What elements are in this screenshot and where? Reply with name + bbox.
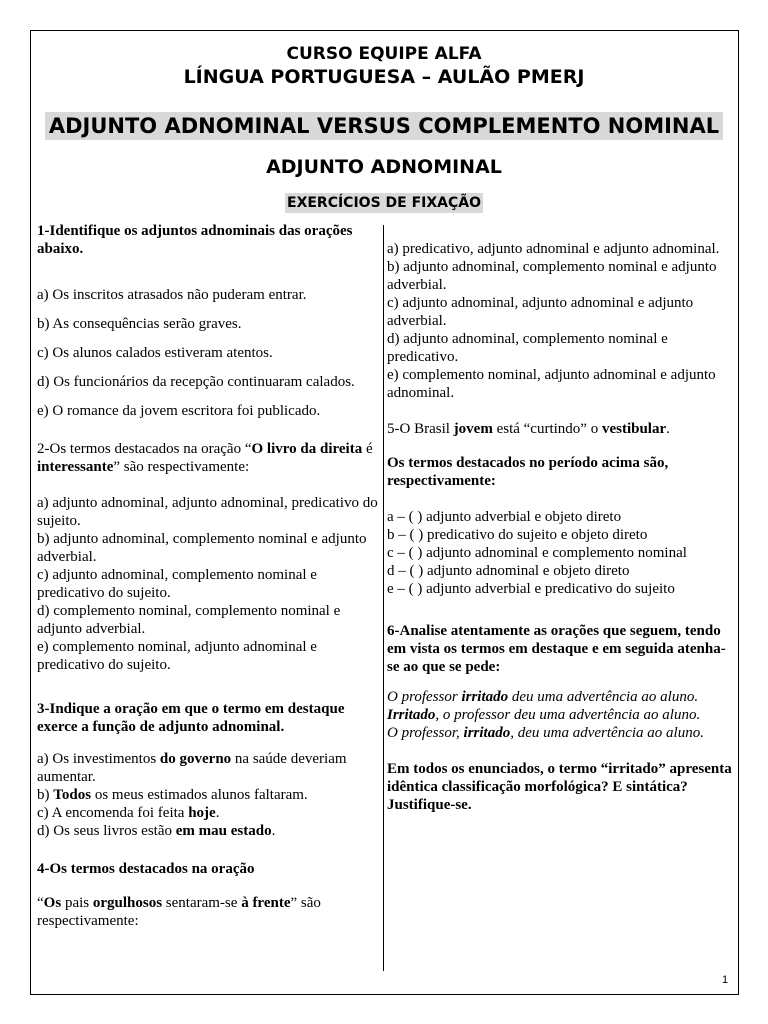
- q1-item-a: a) Os inscritos atrasados não puderam entrar.: [37, 287, 307, 303]
- q6-line-1: [387, 688, 735, 706]
- q5-text-1: 5-O Brasil: [387, 421, 454, 437]
- q4-option-d: d) adjunto adnominal, complemento nominal e predicativo.: [387, 331, 668, 365]
- q5-option-a: a – ( ) adjunto adverbial e objeto direto: [387, 509, 622, 525]
- subtitle: ADJUNTO ADNOMINAL: [266, 156, 502, 178]
- q3-option-a: [37, 750, 381, 786]
- q3-option-c: [37, 804, 381, 822]
- page-title: ADJUNTO ADNOMINAL VERSUS COMPLEMENTO NOMINAL: [45, 112, 723, 140]
- q3-d-term: em mau estado: [175, 823, 272, 839]
- q2-term-2: da direita: [300, 441, 363, 457]
- q6-l1-text: O professor: [387, 689, 462, 705]
- q3-a-text: a) Os investimentos: [37, 751, 160, 767]
- q6-l1-text-end: deu uma advertência ao aluno.: [508, 689, 699, 705]
- q6-l1-term: irritado: [461, 689, 509, 705]
- q1-item-c: c) Os alunos calados estiveram atentos.: [37, 345, 273, 361]
- q2-text-1: 2-Os termos destacados na oração “: [37, 441, 252, 457]
- q4-sentence: [37, 894, 381, 930]
- q5-prompt: Os termos destacados no período acima são, respectivamente:: [387, 455, 669, 489]
- q5-text-2: está “curtindo” o: [492, 421, 602, 437]
- page-number: 1: [722, 974, 729, 986]
- q5-text-3: .: [666, 421, 670, 437]
- q4-term-2: orgulhosos: [92, 895, 163, 911]
- q4-option-e: e) complemento nominal, adjunto adnominal e adjunto adnominal.: [387, 367, 716, 401]
- q3-b-text: b): [37, 787, 54, 803]
- section-wrap: [0, 192, 768, 213]
- q3-b-text-end: os meus estimados alunos faltaram.: [91, 787, 308, 803]
- q4-quote-open: “: [37, 895, 44, 911]
- q2-option-a: a) adjunto adnominal, adjunto adnominal, predicativo do sujeito.: [37, 495, 378, 529]
- q2-option-c: c) adjunto adnominal, complemento nominal e predicativo do sujeito.: [37, 567, 317, 601]
- course-subject: LÍNGUA PORTUGUESA – AULÃO PMERJ: [183, 66, 585, 88]
- course-name: CURSO EQUIPE ALFA: [286, 44, 482, 64]
- q1-item-b: b) As consequências serão graves.: [37, 316, 242, 332]
- q5-term-2: vestibular: [601, 421, 667, 437]
- q3-option-b: [37, 786, 381, 804]
- q3-b-term: Todos: [53, 787, 92, 803]
- q4-option-c: c) adjunto adnominal, adjunto adnominal e adjunto adverbial.: [387, 295, 694, 329]
- q6-line-3: [387, 724, 735, 742]
- q6-l3-term: irritado: [463, 725, 511, 741]
- q6-line-2: [387, 706, 735, 724]
- q3-d-text-end: .: [271, 823, 276, 839]
- q3-a-text-end: na saúde deveriam aumentar.: [37, 751, 347, 785]
- q2-option-b: b) adjunto adnominal, complemento nominal e adjunto adverbial.: [37, 531, 367, 565]
- q2-prompt: [37, 440, 381, 476]
- q5-option-e: e – ( ) adjunto adverbial e predicativo do sujeito: [387, 581, 675, 597]
- q3-a-term: do governo: [159, 751, 232, 767]
- q5-option-d: d – ( ) adjunto adnominal e objeto direto: [387, 563, 630, 579]
- q6-l3-text-end: , deu uma advertência ao aluno.: [510, 725, 704, 741]
- q3-option-d: [37, 822, 381, 840]
- title-wrap: [0, 112, 768, 140]
- q3-c-term: hoje: [188, 805, 216, 821]
- q1-prompt: 1-Identifique os adjuntos adnominais das orações abaixo.: [37, 223, 353, 257]
- q3-c-text: c) A encomenda foi feita: [37, 805, 189, 821]
- q1-item-e: e) O romance da jovem escritora foi publicado.: [37, 403, 321, 419]
- q1-item-d: d) Os funcionários da recepção continuaram calados.: [37, 374, 355, 390]
- q6-l2-term: Irritado: [387, 707, 436, 723]
- q3-d-text: d) Os seus livros estão: [37, 823, 176, 839]
- left-column: [37, 222, 381, 930]
- q4-term-3: à frente: [241, 895, 291, 911]
- q4-text-1: pais: [61, 895, 93, 911]
- q4-text-3: ” são respectivamente:: [37, 895, 321, 929]
- q5-sentence: [387, 420, 735, 438]
- q2-text-3: é: [362, 441, 373, 457]
- section-heading: EXERCÍCIOS DE FIXAÇÃO: [287, 195, 481, 211]
- q5-option-c: c – ( ) adjunto adnominal e complemento nominal: [387, 545, 687, 561]
- q4-option-a: a) predicativo, adjunto adnominal e adjunto adnominal.: [387, 241, 720, 257]
- q4-option-b: b) adjunto adnominal, complemento nominal e adjunto adverbial.: [387, 259, 717, 293]
- column-divider: [383, 225, 384, 971]
- q6-l3-text: O professor,: [387, 725, 464, 741]
- q3-prompt: 3-Indique a oração em que o termo em destaque exerce a função de adjunto adnominal.: [37, 701, 345, 735]
- q5-option-b: b – ( ) predicativo do sujeito e objeto direto: [387, 527, 648, 543]
- q2-term-1: O livro: [251, 441, 297, 457]
- q2-option-d: d) complemento nominal, complemento nominal e adjunto adverbial.: [37, 603, 341, 637]
- q2-text-4: ” são respectivamente:: [113, 459, 250, 475]
- q4-text-2: sentaram-se: [162, 895, 242, 911]
- q2-term-3: interessante: [37, 459, 114, 475]
- q6-question: Em todos os enunciados, o termo “irritado” apresenta idêntica classificação morfológica? E sintática? Justifique-se.: [387, 761, 732, 813]
- q4-prompt: 4-Os termos destacados na oração: [37, 861, 255, 877]
- q4-term-1: Os: [43, 895, 62, 911]
- right-column: [387, 240, 735, 814]
- q6-prompt: 6-Analise atentamente as orações que seguem, tendo em vista os termos em destaque e em seguida atenha-se ao que se pede:: [387, 623, 726, 675]
- q5-term-1: jovem: [453, 421, 493, 437]
- q3-c-text-end: .: [215, 805, 220, 821]
- q2-option-e: e) complemento nominal, adjunto adnominal e predicativo do sujeito.: [37, 639, 317, 673]
- q6-l2-text: , o professor deu uma advertência ao aluno.: [435, 707, 701, 723]
